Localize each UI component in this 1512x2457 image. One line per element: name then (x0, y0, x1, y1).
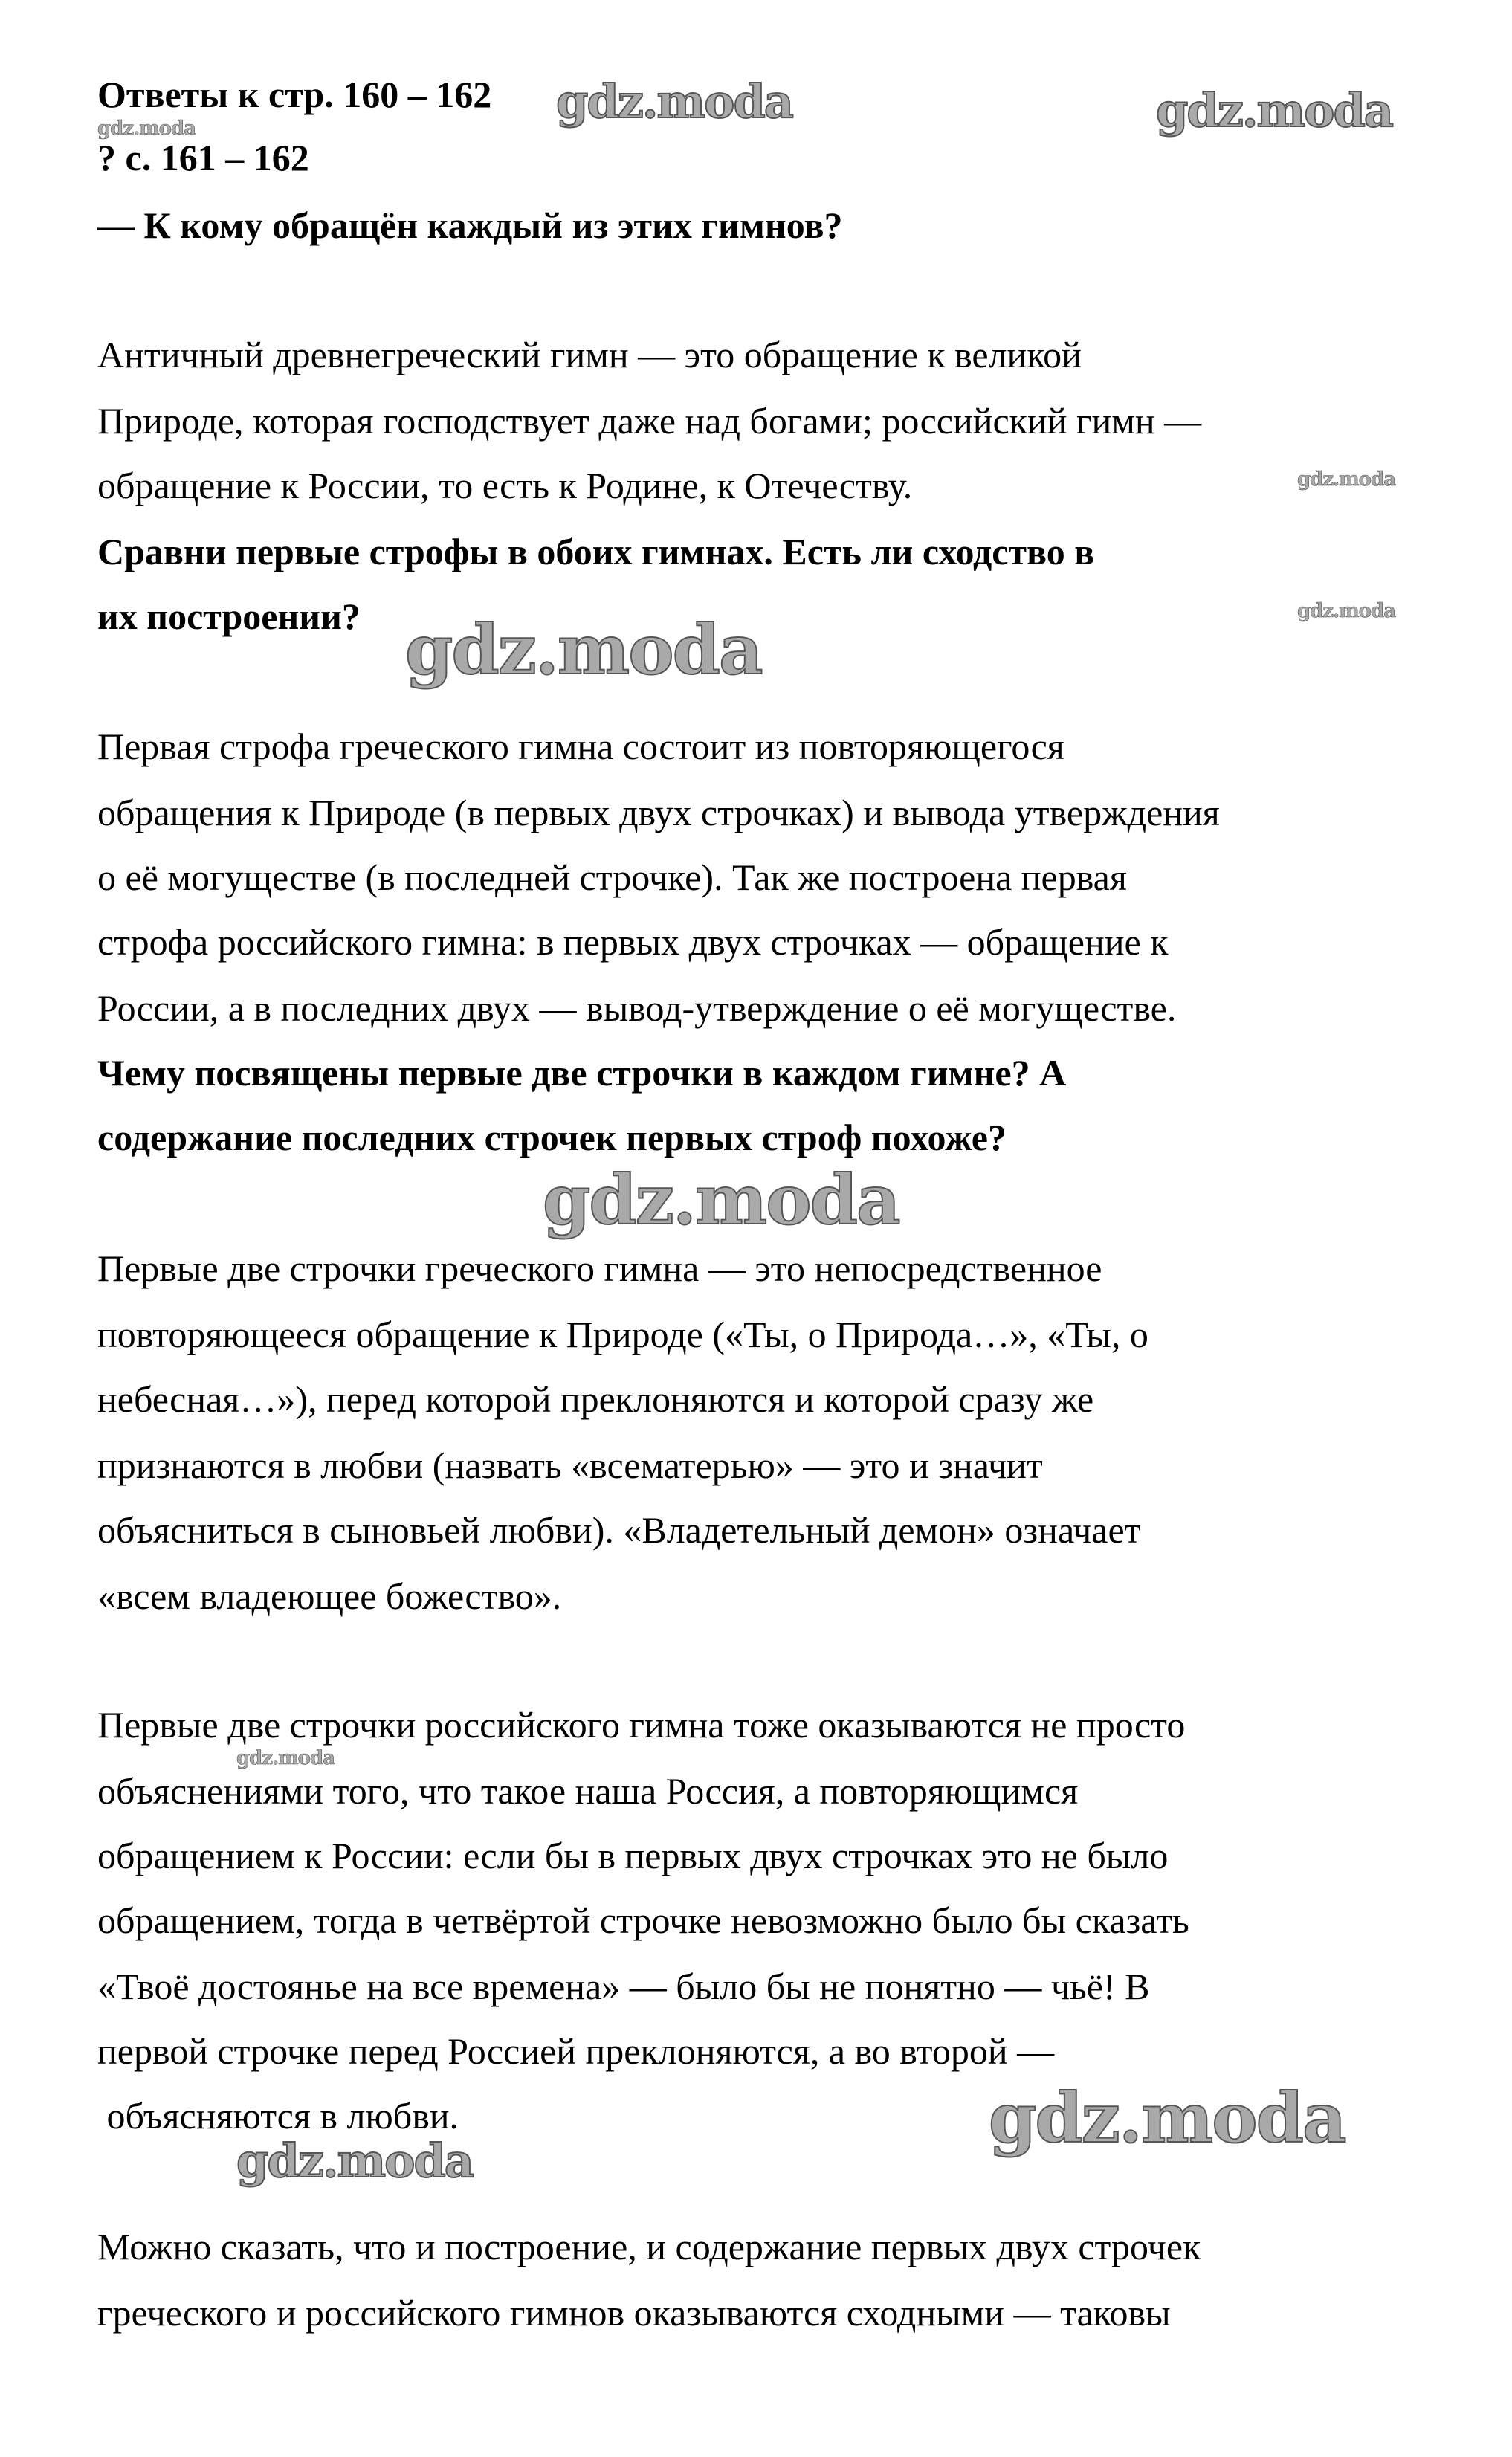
answer-line: объясняются в любви. (97, 2095, 459, 2137)
answer-line: России, а в последних двух — вывод-утверждение о её могуществе. (97, 987, 1177, 1029)
question-line: — К кому обращён каждый из этих гимнов? (97, 204, 843, 246)
watermark-logo: gdz.moda (405, 610, 762, 690)
watermark-logo: gdz.moda (97, 117, 196, 140)
watermark-logo: gdz.moda (543, 1160, 899, 1240)
answer-line: о её могуществе (в последней строчке). Так же построена первая (97, 856, 1127, 898)
answer-line: повторяющееся обращение к Природе («Ты, о Природа…», «Ты, о (97, 1314, 1148, 1355)
answer-line: Античный древнегреческий гимн — это обращение к великой (97, 334, 1082, 375)
answer-line: «всем владеющее божество». (97, 1575, 562, 1617)
answer-line: Можно сказать, что и построение, и содержание первых двух строчек (97, 2226, 1201, 2267)
answer-line: «Твоё достоянье на все времена» — было бы не понятно — чьё! В (97, 1966, 1150, 2007)
answer-line: объясниться в сыновьей любви). «Владетельный демон» означает (97, 1509, 1141, 1551)
watermark-logo: gdz.moda (236, 2134, 473, 2188)
page-title: Ответы к стр. 160 – 162 (97, 74, 492, 115)
answer-line: обращением к России: если бы в первых двух строчках это не было (97, 1835, 1169, 1876)
watermark-logo: gdz.moda (1297, 600, 1396, 622)
answer-line: небесная…»), перед которой преклоняются и которой сразу же (97, 1378, 1094, 1420)
answer-line: Первые две строчки греческого гимна — это непосредственное (97, 1247, 1102, 1289)
answer-line: Первая строфа греческого гимна состоит из повторяющегося (97, 726, 1064, 767)
answer-line: обращение к России, то есть к Родине, к Отечеству. (97, 465, 913, 506)
answer-line: признаются в любви (назвать «всематерью» — это и значит (97, 1444, 1043, 1486)
answer-line: строфа российского гимна: в первых двух строчках — обращение к (97, 921, 1169, 963)
question-line: Сравни первые строфы в обоих гимнах. Есть ли сходство в (97, 531, 1095, 572)
answer-line: Природе, которая господствует даже над богами; российский гимн — (97, 400, 1202, 442)
watermark-logo: gdz.moda (236, 1747, 335, 1769)
watermark-logo: gdz.moda (989, 2078, 1345, 2158)
watermark-logo: gdz.moda (1156, 83, 1392, 138)
answer-line: обращением, тогда в четвёртой строчке невозможно было бы сказать (97, 1899, 1189, 1941)
question-line: их построении? (97, 595, 361, 637)
answer-line: обращения к Природе (в первых двух строчках) и вывода утверждения (97, 792, 1220, 833)
watermark-logo: gdz.moda (556, 74, 792, 129)
question-line: содержание последних строчек первых строф похоже? (97, 1117, 1007, 1158)
question-line: Чему посвящены первые две строчки в каждом гимне? А (97, 1052, 1067, 1094)
answer-line: Первые две строчки российского гимна тоже оказываются не просто (97, 1704, 1186, 1746)
watermark-logo: gdz.moda (1297, 468, 1396, 491)
page-subtitle: ? с. 161 – 162 (97, 137, 309, 178)
answer-line: объяснениями того, что такое наша Россия, а повторяющимся (97, 1770, 1079, 1812)
answer-line: греческого и российского гимнов оказываются сходными — таковы (97, 2292, 1171, 2334)
answer-line: первой строчке перед Россией преклоняются, а во второй — (97, 2030, 1055, 2072)
